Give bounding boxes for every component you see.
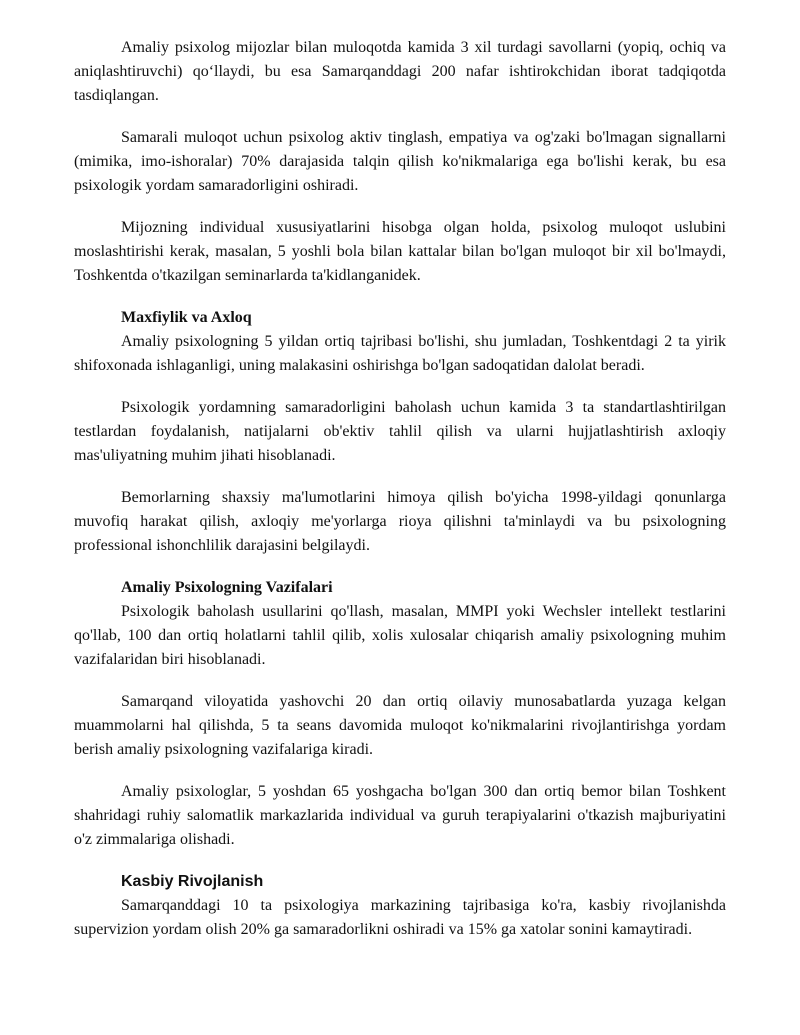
section-heading-development: Kasbiy Rivojlanish: [121, 873, 264, 890]
intro-paragraph-1: Amaliy psixolog mijozlar bilan muloqotda kamida 3 xil turdagi savollarni (yopiq, ochiq va aniqlashtiruvchi) qo‘llaydi, bu esa Samarqanddagi 200 nafar ishtirokchidan iborat tadqiqotda tasdiqlangan.: [74, 39, 726, 104]
ethics-paragraph-2: Psixologik yordamning samaradorligini baholash uchun kamida 3 ta standartlashtirilgan testlardan foydalanish, natijalarni ob'ektiv tahlil qilish va ularni hujjatlashtirish axloqiy mas'uliyatning muhim jihati hisoblanadi.: [74, 399, 726, 464]
intro-paragraph-3: Mijozning individual xususiyatlarini hisobga olgan holda, psixolog muloqot uslubini moslashtirishi kerak, masalan, 5 yoshli bola bilan kattalar bilan bo'lgan muloqot bir xil bo'lmaydi, Toshkentda o'tkazilgan seminarlarda ta'kidlanganidek.: [74, 219, 726, 284]
duties-paragraph-2: Samarqand viloyatida yashovchi 20 dan ortiq oilaviy munosabatlarda yuzaga kelgan muammolarni hal qilishda, 5 ta seans davomida muloqot ko'nikmalarini rivojlantirishga yordam berish amaliy psixologning vazifalariga kiradi.: [74, 693, 726, 758]
section-heading-duties: Amaliy Psixologning Vazifalari: [121, 579, 333, 596]
duties-paragraph-1: Psixologik baholash usullarini qo'llash, masalan, MMPI yoki Wechsler intellekt testlarini qo'llab, 100 dan ortiq holatlarni tahlil qilib, xolis xulosalar chiqarish amaliy psixologning muhim vazifalaridan biri hisoblanadi.: [74, 603, 726, 668]
duties-paragraph-3: Amaliy psixologlar, 5 yoshdan 65 yoshgacha bo'lgan 300 dan ortiq bemor bilan Toshkent shahridagi ruhiy salomatlik markazlarida individual va guruh terapiyalarini o'tkazish majburiyatini o'z zimmalariga olishadi.: [74, 783, 726, 848]
ethics-paragraph-1: Amaliy psixologning 5 yildan ortiq tajribasi bo'lishi, shu jumladan, Toshkentdagi 2 ta yirik shifoxonada ishlaganligi, uning malakasini oshirishga bo'lgan sadoqatidan dalolat beradi.: [74, 333, 726, 374]
section-heading-ethics: Maxfiylik va Axloq: [121, 309, 252, 326]
development-paragraph-1: Samarqanddagi 10 ta psixologiya markazining tajribasiga ko'ra, kasbiy rivojlanishda supervizion yordam olish 20% ga samaradorlikni oshiradi va 15% ga xatolar sonini kamaytiradi.: [74, 897, 726, 938]
intro-paragraph-2: Samarali muloqot uchun psixolog aktiv tinglash, empatiya va og'zaki bo'lmagan signallarni (mimika, imo-ishoralar) 70% darajasida talqin qilish ko'nikmalariga ega bo'lishi kerak, bu esa psixologik yordam samaradorligini oshiradi.: [74, 129, 726, 194]
ethics-paragraph-3: Bemorlarning shaxsiy ma'lumotlarini himoya qilish bo'yicha 1998-yildagi qonunlarga muvofiq harakat qilish, axloqiy me'yorlarga rioya qilishni ta'minlaydi va bu psixologning professional ishonchlilik darajasini belgilaydi.: [74, 489, 726, 554]
document-page: [74, 36, 726, 960]
